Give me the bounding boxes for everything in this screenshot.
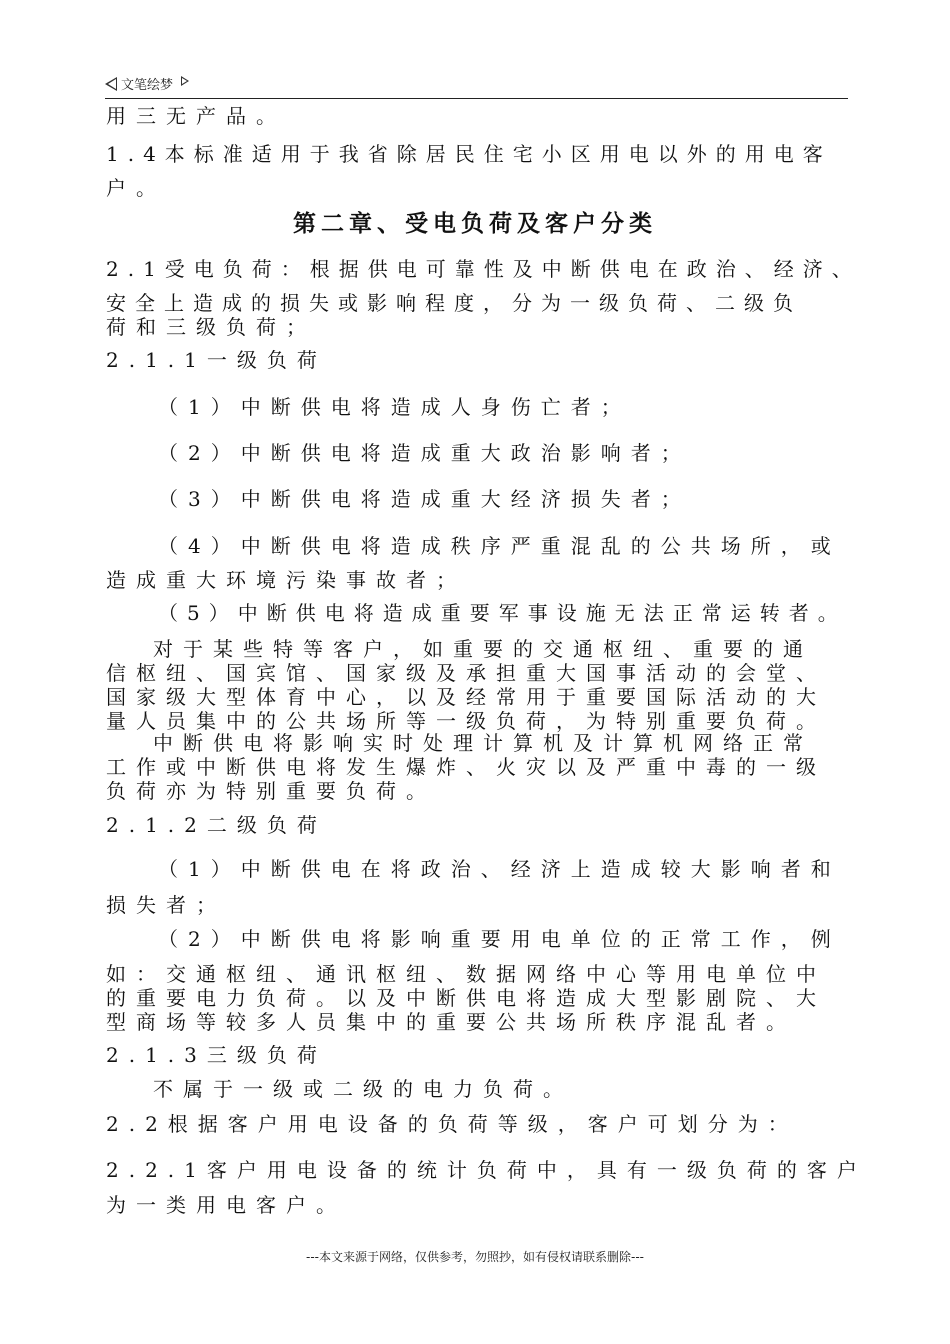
text-line: 信枢纽、国宾馆、国家级及承担重大国事活动的会堂、 — [106, 661, 826, 685]
text-line: 如：交通枢纽、通讯枢纽、数据网络中心等用电单位中 — [106, 962, 826, 986]
list-item: （1）中断供电将造成人身伤亡者； — [158, 395, 631, 419]
text-line: 对于某些特等客户，如重要的交通枢纽、重要的通 — [153, 637, 813, 661]
text-line: 不属于一级或二级的电力负荷。 — [153, 1077, 573, 1101]
text-line: 国家级大型体育中心，以及经常用于重要国际活动的大 — [106, 685, 826, 709]
text-line: 型商场等较多人员集中的重要公共场所秩序混乱者。 — [106, 1010, 796, 1034]
text-line: 损失者； — [106, 893, 226, 917]
text-line: 工作或中断供电将发生爆炸、火灾以及严重中毒的一级 — [106, 755, 826, 779]
section-heading: 2.1.2二级负荷 — [106, 813, 327, 837]
header-logo — [105, 74, 189, 93]
section-heading: 2.1.3三级负荷 — [106, 1043, 327, 1067]
list-item: （4）中断供电将造成秩序严重混乱的公共场所，或 — [158, 534, 841, 558]
right-triangle-icon — [181, 76, 189, 86]
text-line: 荷和三级负荷； — [106, 315, 316, 339]
list-item: （2）中断供电将造成重大政治影响者； — [158, 441, 691, 465]
text-line: 中断供电将影响实时处理计算机及计算机网络正常 — [153, 731, 813, 755]
text-line: 量人员集中的公共场所等一级负荷，为特别重要负荷。 — [106, 709, 826, 733]
list-item: （1）中断供电在将政治、经济上造成较大影响者和 — [158, 857, 841, 881]
chapter-title: 第二章、受电负荷及客户分类 — [293, 211, 657, 237]
list-item: （3）中断供电将造成重大经济损失者； — [158, 487, 691, 511]
text-line: 用三无产品。 — [106, 104, 286, 128]
list-item: （5）中断供电将造成重要军事设施无法正常运转者。 — [158, 601, 847, 625]
page-header — [105, 72, 848, 99]
text-line: 的重要电力负荷。以及中断供电将造成大型影剧院、大 — [106, 986, 826, 1010]
text-line: 户。 — [106, 176, 166, 200]
text-line: 造成重大环境污染事故者； — [106, 568, 466, 592]
header-logo-text: 文笔绘梦 — [121, 78, 174, 93]
text-line: 负荷亦为特别重要负荷。 — [106, 779, 436, 803]
text-line: 2.2根据客户用电设备的负荷等级，客户可划分为： — [106, 1112, 798, 1136]
text-line: 2.1受电负荷：根据供电可靠性及中断供电在政治、经济、 — [106, 257, 861, 281]
text-line: 为一类用电客户。 — [106, 1193, 346, 1217]
page-footer: ---本文来源于网络，仅供参考，勿照抄，如有侵权请联系删除--- — [306, 1250, 644, 1264]
text-line: 安全上造成的损失或影响程度，分为一级负荷、二级负 — [106, 291, 802, 315]
text-line: 1.4本标准适用于我省除居民住宅小区用电以外的用电客 — [106, 142, 832, 166]
list-item: （2）中断供电将影响重要用电单位的正常工作，例 — [158, 927, 841, 951]
text-line: 2.2.1客户用电设备的统计负荷中，具有一级负荷的客户 — [106, 1158, 867, 1182]
left-triangle-icon — [105, 77, 117, 91]
section-heading: 2.1.1一级负荷 — [106, 348, 327, 372]
